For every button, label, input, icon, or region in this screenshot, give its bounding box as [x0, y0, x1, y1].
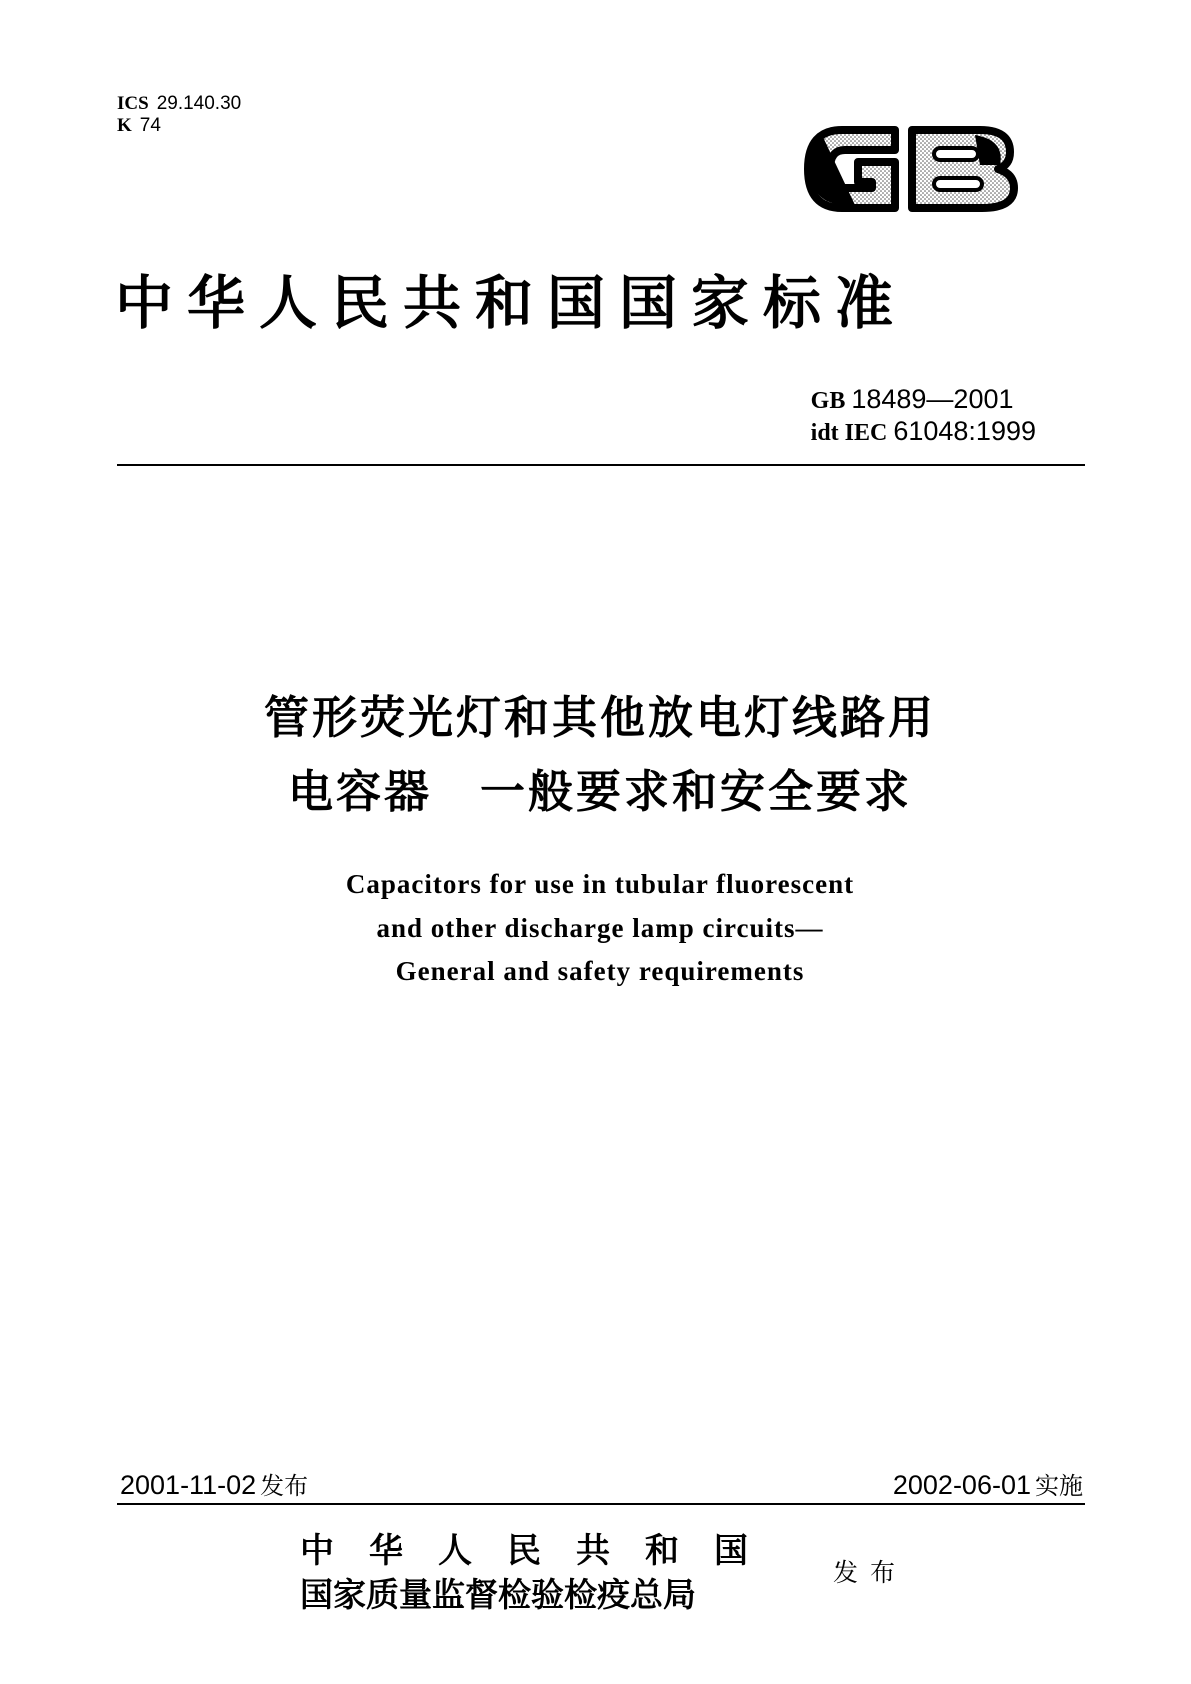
gb-logo [800, 110, 1020, 228]
english-title-line-1: Capacitors for use in tubular fluorescent [345, 869, 855, 899]
idt-number: idt IEC 61048:1999 [810, 416, 1036, 446]
chinese-title-line-1: 管形荧光灯和其他放电灯线路用 [263, 691, 936, 744]
issue-action: 发布 [833, 1558, 908, 1587]
english-title-line-3: General and safety requirements [395, 956, 805, 986]
issuer-line-2: 国家质量监督检验检疫总局 [300, 1575, 696, 1614]
publish-date: 2001-11-02 发布 [120, 1470, 309, 1500]
top-divider [117, 464, 1085, 466]
chinese-title-line-2: 电容器 一般要求和安全要求 [287, 765, 912, 818]
bottom-divider [117, 1503, 1085, 1505]
national-standard-title: 中华人民共和国国家标准 [115, 269, 908, 337]
k-code: K 74 [117, 115, 161, 136]
classification-codes [117, 93, 241, 137]
effective-date: 2002-06-01 实施 [892, 1470, 1083, 1500]
standard-number-block [811, 384, 1036, 448]
ics-code: ICS 29.140.30 [117, 93, 242, 114]
issuer-line-1: 中华人民共和国 [300, 1531, 783, 1571]
gb-number: GB 18489—2001 [810, 384, 1014, 414]
english-title-line-2: and other discharge lamp circuits— [376, 913, 824, 943]
